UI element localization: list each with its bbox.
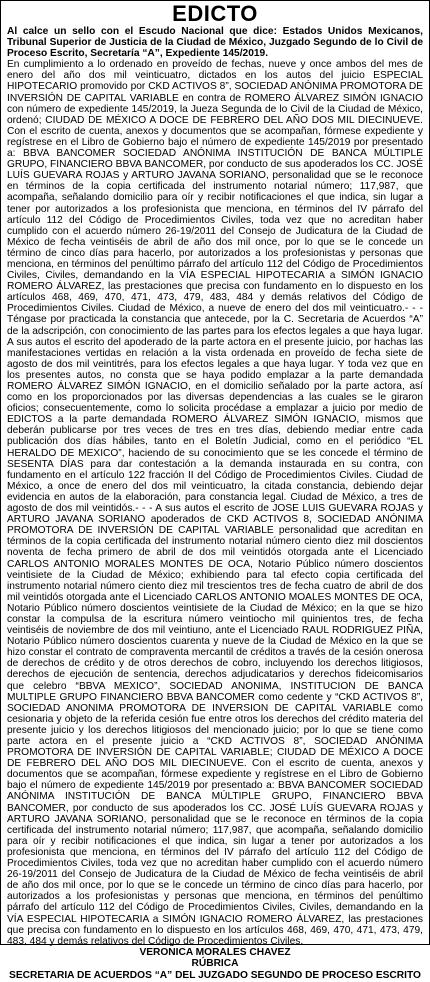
signature-name: VERONICA MORALES CHAVEZ bbox=[139, 946, 291, 958]
signature-title: SECRETARIA DE ACUERDOS “A” DEL JUZGADO SEGUNDO DE PROCESO ESCRITO bbox=[9, 969, 421, 981]
signature-rubrica: RÚBRICA bbox=[191, 958, 239, 970]
edicto-body: En cumplimiento a lo ordenado en proveído de fechas, nueve y once ambos del mes de enero del año dos mil veinticuatro, dictados en los autos del juicio ESPECIAL HIPOTECARIO promovido por CKD ACTIVOS 8”, SOCIEDAD ANÓNIMA PROMOTORA DE INVERSIÓN DE CAPITAL VARIABLE en contra de ROMERO ÁLVAREZ SIMÓN IGNACIO con número de expediente 145/2019, la Jueza Segunda de lo Civil de la Ciudad de México, ordenó; CIUDAD DE MÉXICO A DOCE DE FEBRERO DEL AÑO DOS MIL DIECINUEVE. Con el escrito de cuenta, anexos y documentos que se acompañan, fórmese expediente y regístrese en el Libro de Gobierno bajo el número de expediente 145/2019 por presentado a: BBVA BANCOMER SOCIEDAD ANÓNIMA INSTITUCIÓN DE BANCA MÚLTIPLE GRUPO, FINANCIERO BBVA BANCOMER, por conducto de sus apoderados los CC. JOSÉ LUÍS GUEVARA ROJAS y ARTURO JAVANA SORIANO, personalidad que se le reconoce en términos de la copia certificada del instrumento notarial número; 117,987, que acompaña, señalando domicilio para oír y recibir notificaciones el que indica, sin lugar a tener por autorizados a los profesionista que menciona, en términos del IV párrafo del artículo 112 del Código de Procedimientos Civiles, toda vez que no acreditan haber cumplido con el acuerdo número 26-19/2011 del Consejo de Judicatura de la Ciudad de México de fecha veintiséis de abril de año dos mil once, por lo que se le concede un término de cinco días para hacerlo, por autorizados a los profesionistas y personas que menciona, en términos del penúltimo párrafo del artículo 112 del Código de Procedimientos Civiles, Civiles, demandando en la VÍA ESPECIAL HIPOTECARIA a SIMÓN IGNACIO ROMERO ÁLVAREZ, las prestaciones que precisa con fundamento en lo dispuesto en los artículos 468, 469, 470, 471, 473, 479, 483, 484 y demás relativos del Código de Procedimientos Civiles. Ciudad de México, a nueve de enero del dos mil veinticuatro.- - - Téngase por practicada la constancia que antecede, por la C. Secretaria de Acuerdos “A” de la adscripción, con conocimiento de las partes para los efectos legales a que haya lugar. A sus autos el escrito del apoderado de la parte actora en el presente juicio, por hachas las manifestaciones vertidas en relación a la vista ordenada en proveído de fecha siete de agosto de dos mil veintitrés, para los efectos legales a que haya lugar. Y toda vez que en los presentes autos, no consta que se haya podido emplazar a la parte demandada ROMERO ÁLVAREZ SIMÓN IGNACIO, en el domicilio señalado por la parte actora, así como en los proporcionados por las diversas dependencias a las cuales se le giraron oficios; consecuentemente, como lo solicita procédase a emplazar a juicio por medio de EDICTOS a la parte demandada ROMERO ÁLVAREZ SIMÓN IGNACIO, mismos que deberán publicarse por tres veces de tres en tres días, debiendo mediar entre cada publicación dos días hábiles, tanto en el Boletín Judicial, como en el periódico “EL HERALDO DE MEXICO”, haciendo de su conocimiento que se les concede el término de SESENTA DÍAS para dar contestación a la demanda instaurada en su contra, con fundamento en el artículo 122 fracción II del Código de Procedimientos Civiles. Ciudad de México, a once de enero del dos mil veinticuatro, la citada constancia, debiendo dejar evidencia en autos de la elaboración, para constancia legal. Ciudad de México, a tres de agosto de dos mil veintidós.- - - A sus autos el escrito de JOSE LUIS GUEVARA ROJAS y ARTURO JAVANA SORIANO apoderados de CKD ACTIVOS 8, SOCIEDAD ANÓNIMA PROMOTORA DE INVERSIÓN DE CAPITAL VARIABLE personalidad que acreditan en términos de la copia certificada del instrumento notarial número ciento diez mil doscientos noventa de fecha primero de abril de dos mil veintidós otorgada ante el Licenciado CARLOS ANTONIO MORALES MONTES DE OCA, Notario Público número doscientos veintisiete de la Ciudad de México; exhibiendo para tal efecto copia certificada del instrumento notarial número ciento diez mil trescientos tres de fecha cuatro de abril de dos mil veintidós otorgada ante el Licenciado CARLOS ANTONIO MOALES MONTES DE OCA, Notario Público número doscientos veintisiete de la Ciudad de México; en la que se hizo constar la compulsa de la escritura número veintiocho mil quinientos tres, de fecha veintiséis de noviembre de dos mil veintiuno, ante el Licenciado RAUL RODRIGUEZ PIÑA, Notario Público número doscientos cuarenta y nueve de la Ciudad de México en la que se hizo constar el contrato de compraventa mercantil de créditos a través de la cesión onerosa de derechos de crédito y de otros derechos de cobro, incluyendo los derechos litigiosos, derechos de ejecución de sentencia, derechos adjudicatarios y derechos fideicomisarios que celebro “BBVA MEXICO”, SOCIEDAD ANONIMA, INSTITUCION DE BANCA MULTIPLE GRUPO FINANCIERO BBVA BANCOMER como cedente y “CKD ACTIVOS 8”, SOCIEDAD ANONIMA PROMOTORA DE INVERSION DE CAPITAL VARIABLE como cesionaria y objeto de la referida cesión fue entre otros los derechos del crédito materia del presente juicio y los derechos litigiosos del mencionado juicio; por lo que se tiene como parte actora en el presente juicio a “CKD ACTIVOS 8”, SOCIEDAD ANÓNIMA PROMOTORA DE INVERSIÓN DE CAPITAL VARIABLE; CIUDAD DE MÉXICO A DOCE DE FEBRERO DEL AÑO DOS MIL DIECINUEVE. Con el escrito de cuenta, anexos y documentos que se acompañan, fórmese expediente y regístrese en el Libro de Gobierno bajo el número de expediente 145/2019 por presentado a: BBVA BANCOMER SOCIEDAD ANÓNIMA INSTITUCIÓN DE BANCA MÚLTIPLE GRUPO, FINANCIERO BBVA BANCOMER, por conducto de sus apoderados los CC. JOSÉ LUÍS GUEVARA ROJAS y ARTURO JAVANA SORIANO, personalidad que se le reconoce en términos de la copia certificada del instrumento notarial número; 117,987, que acompaña, señalando domicilio para oír y recibir notificaciones el que indica, sin lugar a tener por autorizados a los profesionista que menciona, en términos del IV párrafo del artículo 112 del Código de Procedimientos Civiles, toda vez que no acreditan haber cumplido con el acuerdo número 26-19/2011 del Consejo de Judicatura de la Ciudad de México de fecha veintiséis de abril de año dos mil once, por lo que se le concede un término de cinco días para hacerlo, por autorizados a los profesionistas y personas que menciona, en términos del penúltimo párrafo del artículo 112 del Código de Procedimientos Civiles, Civiles, demandando en la VÍA ESPECIAL HIPOTECARIA a SIMÓN IGNACIO ROMERO ÁLVAREZ, las prestaciones que precisa con fundamento en lo dispuesto en los artículos 468, 469, 470, 471, 473, 479, 483, 484 y demás relativos del Código de Procedimientos Civiles. bbox=[7, 59, 423, 947]
seal-heading: Al calce un sello con el Escudo Nacional que dice: Estados Unidos Mexicanos, Tribunal Superior de Justicia de la Ciudad de México, Juzgado Segundo de lo Civil de Proceso Escrito, Secretaría “A”, Expediente 145/2019. bbox=[7, 26, 423, 60]
edicto-title: EDICTO bbox=[172, 1, 258, 26]
